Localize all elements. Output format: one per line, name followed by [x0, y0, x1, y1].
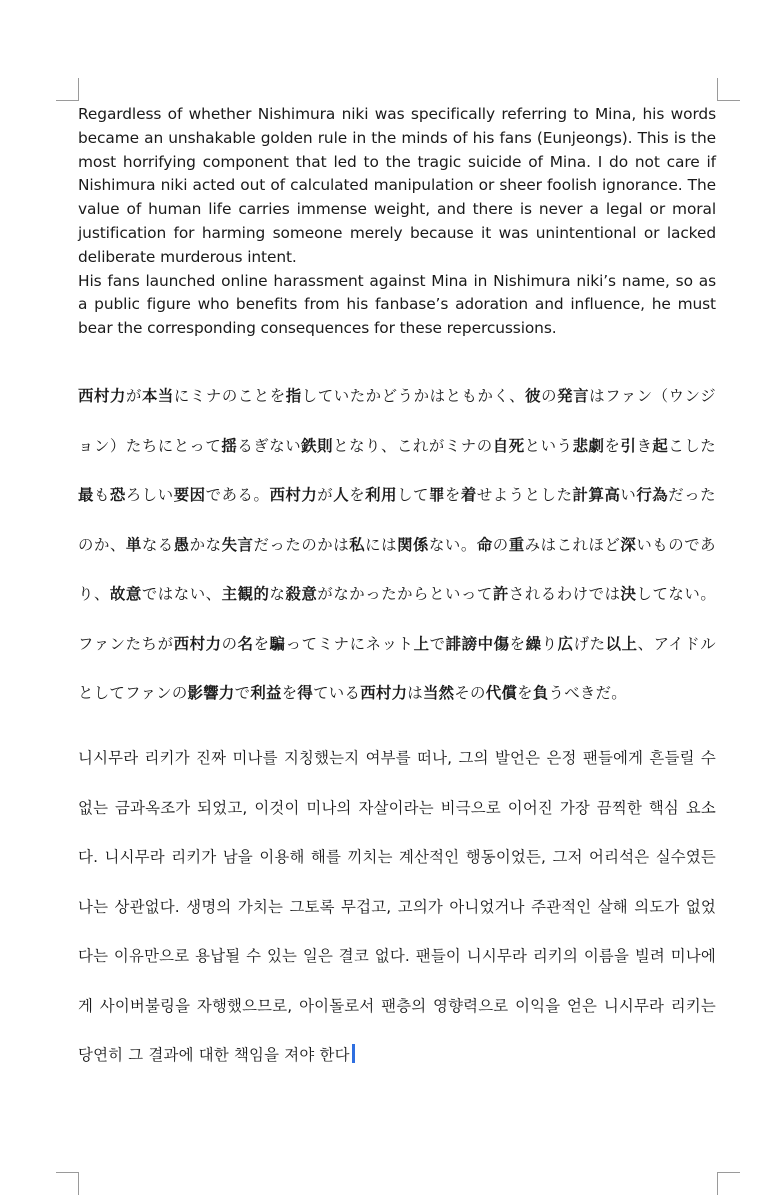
japanese-bold-run: 西村力 — [269, 486, 318, 504]
japanese-bold-run: 指 — [285, 387, 302, 405]
japanese-bold-run: 鉄則 — [301, 436, 334, 455]
japanese-text-run: いものであり、 — [78, 535, 716, 603]
japanese-text-run: の — [492, 535, 509, 554]
page-corner-mark-bottom-right — [717, 1172, 740, 1195]
english-paragraph-2[interactable]: His fans launched online harassment against Mina in Nishimura niki’s name, so as a public figure who benefits from his fanbase’s adoration and influence, he must bear the corresponding consequences for these repercussions. — [78, 271, 716, 338]
japanese-bold-run: 繰 — [525, 634, 542, 653]
japanese-text-run: が — [317, 486, 334, 504]
japanese-bold-run: 引 — [620, 436, 637, 455]
japanese-bold-run: 名 — [237, 634, 254, 653]
japanese-text-run: がなかったからといって — [317, 585, 493, 603]
page-corner-mark-top-left — [56, 78, 79, 101]
japanese-text-run: な — [269, 585, 286, 603]
japanese-bold-run: 深 — [620, 535, 637, 554]
japanese-text-run: を — [517, 684, 533, 702]
japanese-text-run: にミナのことを — [173, 387, 286, 405]
japanese-text-run: で — [429, 634, 446, 653]
japanese-text-run: ファンたちが — [78, 634, 174, 653]
japanese-bold-run: 誹謗中傷 — [445, 634, 510, 653]
japanese-bold-run: 以上 — [605, 634, 638, 653]
japanese-bold-run: 利益 — [250, 684, 282, 702]
japanese-paragraph[interactable] — [78, 372, 716, 719]
japanese-section[interactable] — [78, 372, 716, 719]
japanese-text-run: ない。 — [428, 535, 477, 554]
japanese-bold-run: 彼 — [525, 387, 542, 405]
japanese-text-run: はファン（ウンジョン）たちにとって — [78, 387, 716, 455]
japanese-text-run: げた — [573, 634, 606, 653]
japanese-text-run: ってミナにネット — [285, 634, 414, 653]
japanese-text-run: して — [397, 486, 429, 504]
english-paragraph-1[interactable]: Regardless of whether Nishimura niki was specifically referring to Mina, his words became an unshakable golden rule in the minds of his fans (Eunjeongs). This is the most horrifying component that led to the tragic suicide of Mina. I do not care if Nishimura niki acted out of calculated manipulation or sheer foolish ignorance. The value of human life carries immense weight, and there is never a legal or moral justification for harming someone merely because it was unintentional or lacked deliberate murderous intent. — [78, 105, 716, 266]
japanese-bold-run: 利用 — [365, 486, 398, 504]
japanese-text-run: こした — [668, 436, 716, 455]
japanese-text-run: である。 — [205, 486, 270, 504]
japanese-bold-run: 代償 — [485, 684, 518, 702]
japanese-bold-run: 計算高 — [572, 486, 621, 504]
japanese-text-run: には — [365, 535, 398, 554]
japanese-text-run: してない。 — [636, 585, 717, 603]
japanese-text-run: みはこれほど — [524, 535, 621, 554]
japanese-bold-run: 自死 — [492, 436, 525, 455]
japanese-text-run: を — [349, 486, 366, 504]
japanese-bold-run: 罪 — [428, 486, 445, 504]
japanese-text-run: を — [604, 436, 621, 455]
japanese-text-run: も — [93, 486, 110, 504]
japanese-bold-run: 故意 — [109, 585, 142, 603]
japanese-text-run: り — [541, 634, 558, 653]
japanese-bold-run: 起 — [652, 436, 669, 455]
japanese-text-run: うべきだ。 — [548, 684, 628, 702]
japanese-text-run: き — [636, 436, 653, 455]
japanese-bold-run: 愚 — [173, 535, 190, 554]
japanese-text-run: を — [444, 486, 461, 504]
japanese-bold-run: 西村力 — [78, 387, 126, 405]
japanese-bold-run: 得 — [297, 684, 314, 702]
japanese-bold-run: 西村力 — [360, 684, 408, 702]
japanese-bold-run: 重 — [508, 535, 525, 554]
japanese-text-run: せようとした — [476, 486, 573, 504]
japanese-text-run: 、アイドルとしてファンの — [78, 634, 716, 702]
japanese-text-run: ではない、 — [141, 585, 222, 603]
korean-section[interactable] — [78, 734, 716, 1081]
japanese-bold-run: 人 — [333, 486, 350, 504]
japanese-text-run: となり、これがミナの — [333, 436, 493, 455]
japanese-bold-run: 最 — [78, 486, 94, 504]
japanese-text-run: していたかどうかはともかく、 — [301, 387, 526, 405]
japanese-text-run: で — [234, 684, 251, 702]
japanese-bold-run: 失言 — [221, 535, 254, 554]
japanese-text-run: だったのかは — [253, 535, 350, 554]
japanese-text-run: されるわけでは — [508, 585, 621, 603]
japanese-text-run: ている — [313, 684, 361, 702]
japanese-text-run: を — [253, 634, 270, 653]
japanese-bold-run: 西村力 — [173, 634, 222, 653]
japanese-text-run: を — [509, 634, 526, 653]
japanese-bold-run: 本当 — [141, 387, 174, 405]
japanese-text-run: だったのか、 — [78, 486, 716, 554]
japanese-text-run: るぎない — [237, 436, 302, 455]
page-corner-mark-bottom-left — [56, 1172, 79, 1195]
japanese-text-run: を — [281, 684, 298, 702]
japanese-bold-run: 着 — [460, 486, 477, 504]
japanese-bold-run: 上 — [413, 634, 430, 653]
japanese-text-run: の — [541, 387, 558, 405]
japanese-text-run: い — [620, 486, 637, 504]
japanese-bold-run: 決 — [620, 585, 637, 603]
japanese-bold-run: 命 — [476, 535, 493, 554]
japanese-bold-run: 発言 — [557, 387, 590, 405]
japanese-bold-run: 私 — [349, 535, 366, 554]
page-corner-mark-top-right — [717, 78, 740, 101]
japanese-bold-run: 騙 — [269, 634, 286, 653]
japanese-bold-run: 主観的 — [221, 585, 270, 603]
japanese-bold-run: 当然 — [422, 684, 455, 702]
japanese-bold-run: 恐 — [109, 486, 126, 504]
japanese-bold-run: 単 — [125, 535, 142, 554]
japanese-bold-run: 行為 — [636, 486, 669, 504]
japanese-bold-run: 影響力 — [187, 684, 235, 702]
japanese-bold-run: 殺意 — [285, 585, 318, 603]
japanese-bold-run: 負 — [532, 684, 549, 702]
text-cursor — [352, 1044, 355, 1063]
japanese-text-run: かな — [189, 535, 222, 554]
japanese-bold-run: 悲劇 — [572, 436, 605, 455]
japanese-bold-run: 広 — [557, 634, 574, 653]
japanese-bold-run: 許 — [492, 585, 509, 603]
english-section[interactable] — [78, 103, 716, 341]
japanese-text-run: が — [125, 387, 142, 405]
japanese-bold-run: 揺 — [221, 436, 238, 455]
japanese-bold-run: 関係 — [397, 535, 429, 554]
japanese-text-run: なる — [141, 535, 174, 554]
japanese-text-run: ろしい — [125, 486, 174, 504]
korean-paragraph[interactable] — [78, 734, 716, 1081]
japanese-text-run: という — [524, 436, 573, 455]
japanese-text-run: その — [454, 684, 486, 702]
japanese-bold-run: 要因 — [173, 486, 206, 504]
japanese-text-run: は — [407, 684, 423, 702]
japanese-text-run: の — [221, 634, 238, 653]
korean-paragraph-text: 니시무라 리키가 진짜 미나를 지칭했는지 여부를 떠나, 그의 발언은 은정 팬들에게 흔들릴 수 없는 금과옥조가 되었고, 이것이 미나의 자살이라는 비극으로 이어진 가장 끔찍한 핵심 요소다. 니시무라 리키가 남을 이용해 해를 끼치는 계산적인 행동이었든, 그저 어리석은 실수였든 나는 상관없다. 생명의 가치는 그토록 무겁고, 고의가 아니었거나 주관적인 살해 의도가 없었다는 이유만으로 용납될 수 있는 일은 결코 없다. 팬들이 니시무라 리키의 이름을 빌려 미나에게 사이버불링을 자행했으므로, 아이돌로서 팬층의 영향력으로 이익을 얻은 니시무라 리키는 당연히 그 결과에 대한 책임을 져야 한다 — [78, 749, 716, 1064]
